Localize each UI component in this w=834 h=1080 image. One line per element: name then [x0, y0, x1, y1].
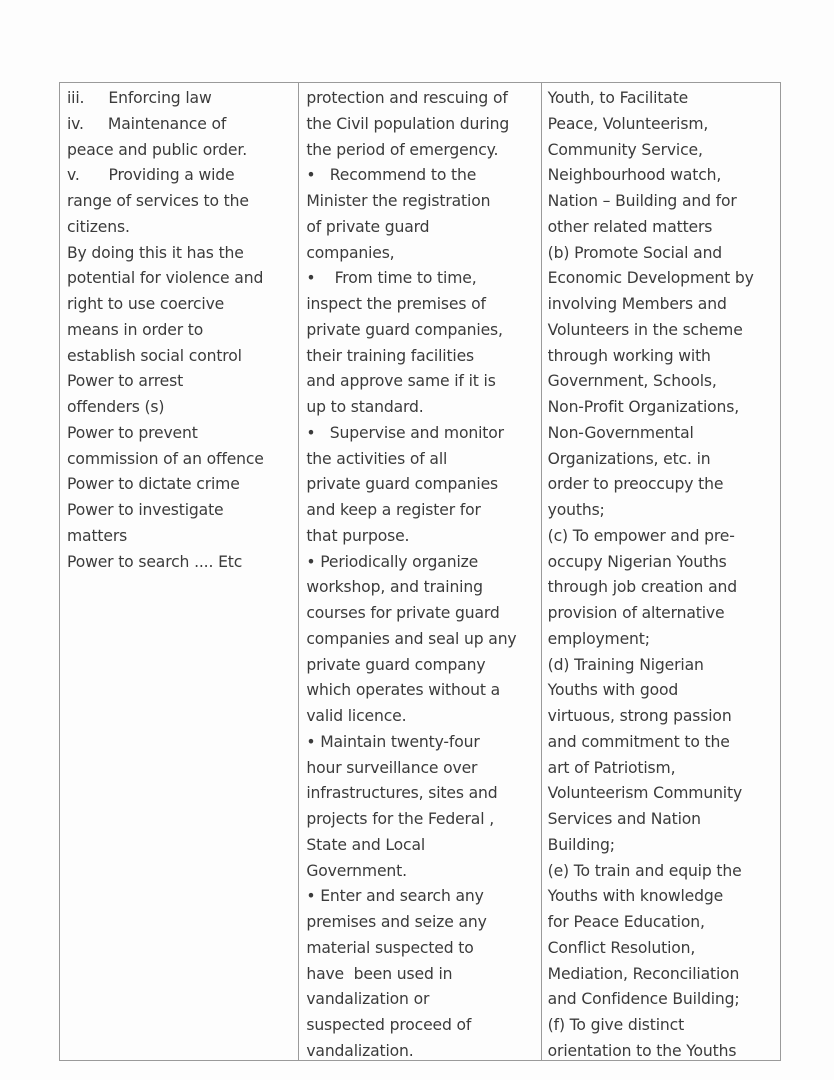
- text-line: Mediation, Reconciliation: [547, 964, 740, 983]
- text-line: Non-Profit Organizations,: [547, 398, 740, 416]
- text-line: (c) To empower and pre-: [547, 526, 735, 545]
- text-line: virtuous, strong passion: [547, 707, 732, 725]
- text-line: vandalization or: [306, 990, 430, 1009]
- text-line: order to preoccupy the: [547, 475, 724, 494]
- text-line: • Recommend to the: [306, 166, 477, 185]
- text-line: establish social control: [67, 346, 242, 365]
- text-line: occupy Nigerian Youths: [547, 552, 727, 571]
- text-line: and keep a register for: [306, 501, 481, 519]
- text-line: private guard companies,: [306, 320, 503, 339]
- text-line: iv. Maintenance of: [67, 114, 227, 133]
- text-line: matters: [67, 526, 128, 545]
- text-line: Neighbourhood watch,: [547, 166, 722, 185]
- text-line: Nation – Building and for: [547, 192, 737, 210]
- text-line: companies,: [306, 243, 395, 262]
- text-line: art of Patriotism,: [547, 758, 676, 777]
- text-line: Power to search .... Etc: [67, 552, 243, 571]
- text-line: projects for the Federal ,: [306, 810, 495, 828]
- text-line: Peace, Volunteerism,: [547, 114, 709, 133]
- text-line: Power to arrest: [67, 372, 184, 391]
- text-line: v. Providing a wide: [67, 166, 235, 185]
- text-line: Government, Schools,: [547, 372, 717, 391]
- text-line: commission of an offence: [67, 449, 264, 468]
- text-line: and commitment to the: [547, 732, 730, 751]
- text-line: Youth, to Facilitate: [547, 89, 689, 107]
- text-line: infrastructures, sites and: [306, 784, 498, 803]
- text-line: range of services to the: [67, 192, 249, 210]
- text-line: valid licence.: [306, 707, 407, 725]
- text-line: that purpose.: [306, 526, 410, 545]
- text-line: private guard companies: [306, 475, 499, 494]
- text-line: State and Local: [306, 835, 426, 854]
- text-line: which operates without a: [306, 681, 501, 700]
- text-line: (f) To give distinct: [547, 1016, 685, 1034]
- text-line: orientation to the Youths: [547, 1041, 737, 1060]
- text-line: Youths with good: [547, 681, 679, 700]
- text-line: involving Members and: [547, 295, 727, 313]
- text-line: material suspected to: [306, 938, 474, 957]
- text-line: Power to prevent: [67, 423, 198, 442]
- text-line: their training facilities: [306, 346, 475, 365]
- text-line: Conflict Resolution,: [547, 938, 696, 957]
- text-line: inspect the premises of: [306, 295, 486, 313]
- text-line: right to use coercive: [67, 295, 225, 313]
- text-line: Services and Nation: [547, 810, 701, 828]
- text-line: hour surveillance over: [306, 758, 478, 777]
- text-line: • Periodically organize: [306, 552, 479, 571]
- text-line: offenders (s): [67, 398, 165, 416]
- text-line: youths;: [547, 501, 605, 519]
- text-line: Minister the registration: [306, 192, 491, 210]
- text-line: (b) Promote Social and: [547, 243, 723, 262]
- text-line: Organizations, etc. in: [547, 449, 711, 468]
- text-line: Community Service,: [547, 140, 703, 159]
- table-cell-police-functions: [60, 83, 298, 1060]
- text-line: Youths with knowledge: [547, 887, 724, 906]
- text-line: and approve same if it is: [306, 372, 496, 391]
- text-line: suspected proceed of: [306, 1016, 472, 1034]
- text-line: Power to dictate crime: [67, 475, 240, 494]
- text-line: companies and seal up any: [306, 629, 517, 648]
- text-line: employment;: [547, 629, 650, 648]
- text-line: workshop, and training: [306, 578, 483, 597]
- text-line: through working with: [547, 346, 711, 365]
- text-line: Building;: [547, 835, 615, 854]
- text-line: peace and public order.: [67, 140, 247, 159]
- text-line: Non-Governmental: [547, 423, 694, 442]
- table-cell-youth-objectives: [541, 83, 780, 1060]
- text-line: By doing this it has the: [67, 243, 244, 262]
- text-line: Volunteers in the scheme: [547, 320, 743, 339]
- text-line: provision of alternative: [547, 604, 725, 622]
- text-line: courses for private guard: [306, 604, 500, 622]
- text-line: other related matters: [547, 217, 713, 236]
- text-line: of private guard: [306, 217, 430, 236]
- text-line: the period of emergency.: [306, 140, 499, 159]
- text-line: • Maintain twenty-four: [306, 732, 480, 751]
- text-line: • Supervise and monitor: [306, 423, 504, 442]
- text-line: Power to investigate: [67, 501, 224, 519]
- text-line: (d) Training Nigerian: [547, 655, 704, 674]
- text-line: vandalization.: [306, 1041, 414, 1060]
- text-line: premises and seize any: [306, 913, 487, 931]
- text-line: protection and rescuing of: [306, 89, 508, 107]
- text-line: have been used in: [306, 964, 453, 983]
- text-line: means in order to: [67, 320, 204, 339]
- text-line: (e) To train and equip the: [547, 861, 742, 880]
- text-line: through job creation and: [547, 578, 737, 597]
- text-line: • From time to time,: [306, 269, 477, 288]
- text-line: potential for violence and: [67, 269, 264, 288]
- text-line: for Peace Education,: [547, 913, 705, 931]
- text-line: iii. Enforcing law: [67, 89, 212, 107]
- text-line: citizens.: [67, 217, 130, 236]
- content-table: [59, 82, 781, 1061]
- text-line: private guard company: [306, 655, 486, 674]
- text-line: the activities of all: [306, 449, 448, 468]
- text-line: and Confidence Building;: [547, 990, 740, 1009]
- text-line: up to standard.: [306, 398, 424, 416]
- table-cell-civil-defence-functions: [298, 83, 540, 1060]
- text-line: Economic Development by: [547, 269, 754, 288]
- text-line: Volunteerism Community: [547, 784, 743, 803]
- text-line: the Civil population during: [306, 114, 510, 133]
- text-line: Government.: [306, 861, 407, 880]
- text-line: • Enter and search any: [306, 887, 484, 906]
